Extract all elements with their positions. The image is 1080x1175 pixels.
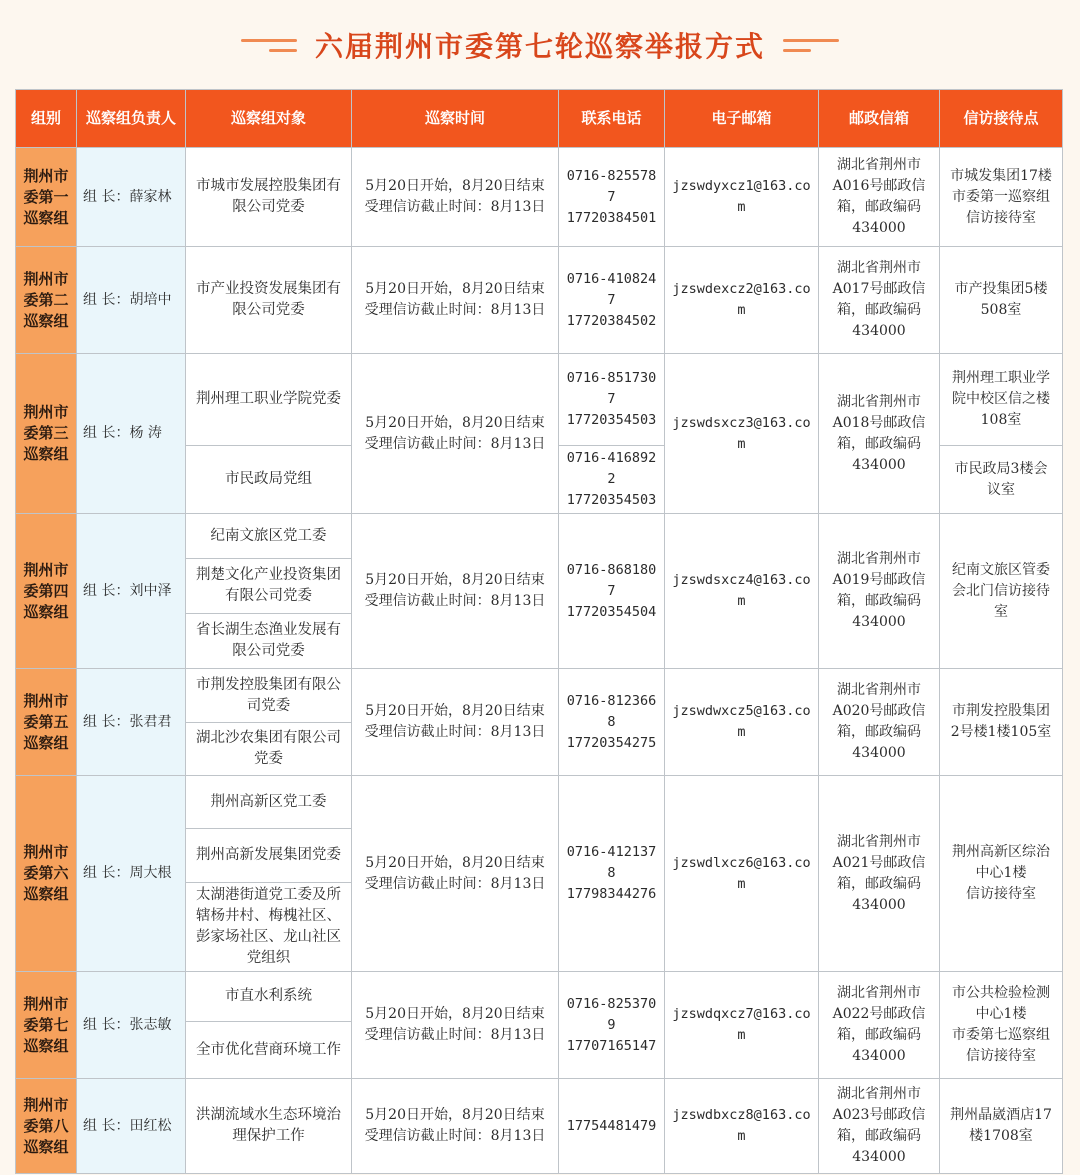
header-target: 巡察组对象 [186, 90, 352, 148]
email-address: jzswdwxcz5@163.com [665, 669, 819, 776]
page-title: 六届荆州市委第七轮巡察举报方式 [314, 30, 765, 63]
email-address: jzswdsxcz3@163.com [665, 354, 819, 514]
phone-number: 0716-4108247 17720384502 [559, 247, 665, 354]
postal-mailbox: 湖北省荆州市 A019号邮政信 箱，邮政编码 434000 [819, 514, 940, 669]
group-leader: 组 长：张君君 [77, 669, 186, 776]
email-address: jzswdbxcz8@163.com [665, 1079, 819, 1174]
inspection-target: 洪湖流域水生态环境治理保护工作 [186, 1079, 352, 1174]
inspection-time: 5月20日开始，8月20日结束 受理信访截止时间：8月13日 [352, 972, 559, 1079]
group-leader: 组 长：周大根 [77, 776, 186, 972]
postal-mailbox: 湖北省荆州市 A021号邮政信 箱，邮政编码 434000 [819, 776, 940, 972]
email-address: jzswdexcz2@163.com [665, 247, 819, 354]
email-address: jzswdsxcz4@163.com [665, 514, 819, 669]
group-name: 荆州市 委第五 巡察组 [16, 669, 77, 776]
postal-mailbox: 湖北省荆州市 A018号邮政信 箱，邮政编码 434000 [819, 354, 940, 514]
inspection-target: 纪南文旅区党工委 [186, 514, 352, 559]
table-row [16, 354, 1063, 446]
group-name: 荆州市 委第一 巡察组 [16, 148, 77, 247]
inspection-time: 5月20日开始，8月20日结束 受理信访截止时间：8月13日 [352, 354, 559, 514]
group-name: 荆州市 委第四 巡察组 [16, 514, 77, 669]
inspection-target: 荆楚文化产业投资集团有限公司党委 [186, 559, 352, 614]
group-leader: 组 长：刘中泽 [77, 514, 186, 669]
inspection-time: 5月20日开始，8月20日结束 受理信访截止时间：8月13日 [352, 514, 559, 669]
inspection-target: 市直水利系统 [186, 972, 352, 1022]
table-row [16, 776, 1063, 829]
table-row [16, 1079, 1063, 1174]
inspection-time: 5月20日开始，8月20日结束 受理信访截止时间：8月13日 [352, 247, 559, 354]
group-name: 荆州市 委第七 巡察组 [16, 972, 77, 1079]
email-address: jzswdyxcz1@163.com [665, 148, 819, 247]
header-time: 巡察时间 [352, 90, 559, 148]
visit-point: 市产投集团5楼 508室 [940, 247, 1063, 354]
table-row [16, 514, 1063, 559]
group-leader: 组 长：田红松 [77, 1079, 186, 1174]
phone-number: 0716-8681807 17720354504 [559, 514, 665, 669]
visit-point: 市城发集团17楼 市委第一巡察组 信访接待室 [940, 148, 1063, 247]
visit-point: 荆州高新区综治 中心1楼 信访接待室 [940, 776, 1063, 972]
inspection-target: 湖北沙农集团有限公司党委 [186, 723, 352, 776]
header-phone: 联系电话 [559, 90, 665, 148]
inspection-target: 太湖港街道党工委及所辖杨井村、梅槐社区、彭家场社区、龙山社区党组织 [186, 883, 352, 972]
phone-number: 0716-8517307 17720354503 [559, 354, 665, 446]
table-row [16, 247, 1063, 354]
title-decoration-right [783, 39, 839, 52]
group-leader: 组 长：胡培中 [77, 247, 186, 354]
postal-mailbox: 湖北省荆州市 A016号邮政信 箱，邮政编码 434000 [819, 148, 940, 247]
visit-point: 荆州晶崴酒店17 楼1708室 [940, 1079, 1063, 1174]
phone-number: 0716-8123668 17720354275 [559, 669, 665, 776]
group-name: 荆州市 委第三 巡察组 [16, 354, 77, 514]
group-leader: 组 长：薛家林 [77, 148, 186, 247]
table-row [16, 148, 1063, 247]
postal-mailbox: 湖北省荆州市 A022号邮政信 箱，邮政编码 434000 [819, 972, 940, 1079]
table-row [16, 669, 1063, 723]
inspection-time: 5月20日开始，8月20日结束 受理信访截止时间：8月13日 [352, 1079, 559, 1174]
postal-mailbox: 湖北省荆州市 A017号邮政信 箱，邮政编码 434000 [819, 247, 940, 354]
inspection-target: 市荆发控股集团有限公司党委 [186, 669, 352, 723]
phone-number: 17754481479 [559, 1079, 665, 1174]
header-visit: 信访接待点 [940, 90, 1063, 148]
inspection-target: 全市优化营商环境工作 [186, 1022, 352, 1079]
title-decoration-left [241, 39, 297, 52]
group-name: 荆州市 委第八 巡察组 [16, 1079, 77, 1174]
inspection-target: 市城市发展控股集团有限公司党委 [186, 148, 352, 247]
inspection-target: 荆州高新区党工委 [186, 776, 352, 829]
header-email: 电子邮箱 [665, 90, 819, 148]
header-group: 组别 [16, 90, 77, 148]
phone-number: 0716-8255787 17720384501 [559, 148, 665, 247]
postal-mailbox: 湖北省荆州市 A020号邮政信 箱，邮政编码 434000 [819, 669, 940, 776]
visit-point: 市荆发控股集团 2号楼1楼105室 [940, 669, 1063, 776]
visit-point: 荆州理工职业学 院中校区信之楼 108室 [940, 354, 1063, 446]
inspection-time: 5月20日开始，8月20日结束 受理信访截止时间：8月13日 [352, 669, 559, 776]
visit-point: 市民政局3楼会 议室 [940, 446, 1063, 514]
group-name: 荆州市 委第二 巡察组 [16, 247, 77, 354]
inspection-table [15, 89, 1063, 1174]
inspection-target: 荆州理工职业学院党委 [186, 354, 352, 446]
email-address: jzswdlxcz6@163.com [665, 776, 819, 972]
phone-number: 0716-8253709 17707165147 [559, 972, 665, 1079]
inspection-target: 市民政局党组 [186, 446, 352, 514]
inspection-target: 市产业投资发展集团有限公司党委 [186, 247, 352, 354]
header-mailbox: 邮政信箱 [819, 90, 940, 148]
header-leader: 巡察组负责人 [77, 90, 186, 148]
phone-number: 0716-4168922 17720354503 [559, 446, 665, 514]
page-header [0, 0, 1080, 90]
inspection-time: 5月20日开始，8月20日结束 受理信访截止时间：8月13日 [352, 148, 559, 247]
phone-number: 0716-4121378 17798344276 [559, 776, 665, 972]
visit-point: 纪南文旅区管委 会北门信访接待 室 [940, 514, 1063, 669]
table-header-row [16, 90, 1063, 148]
inspection-target: 省长湖生态渔业发展有限公司党委 [186, 614, 352, 669]
postal-mailbox: 湖北省荆州市 A023号邮政信 箱，邮政编码 434000 [819, 1079, 940, 1174]
email-address: jzswdqxcz7@163.com [665, 972, 819, 1079]
group-leader: 组 长：杨 涛 [77, 354, 186, 514]
group-leader: 组 长：张志敏 [77, 972, 186, 1079]
visit-point: 市公共检验检测 中心1楼 市委第七巡察组 信访接待室 [940, 972, 1063, 1079]
table-row [16, 972, 1063, 1022]
inspection-target: 荆州高新发展集团党委 [186, 829, 352, 883]
inspection-time: 5月20日开始，8月20日结束 受理信访截止时间：8月13日 [352, 776, 559, 972]
group-name: 荆州市 委第六 巡察组 [16, 776, 77, 972]
